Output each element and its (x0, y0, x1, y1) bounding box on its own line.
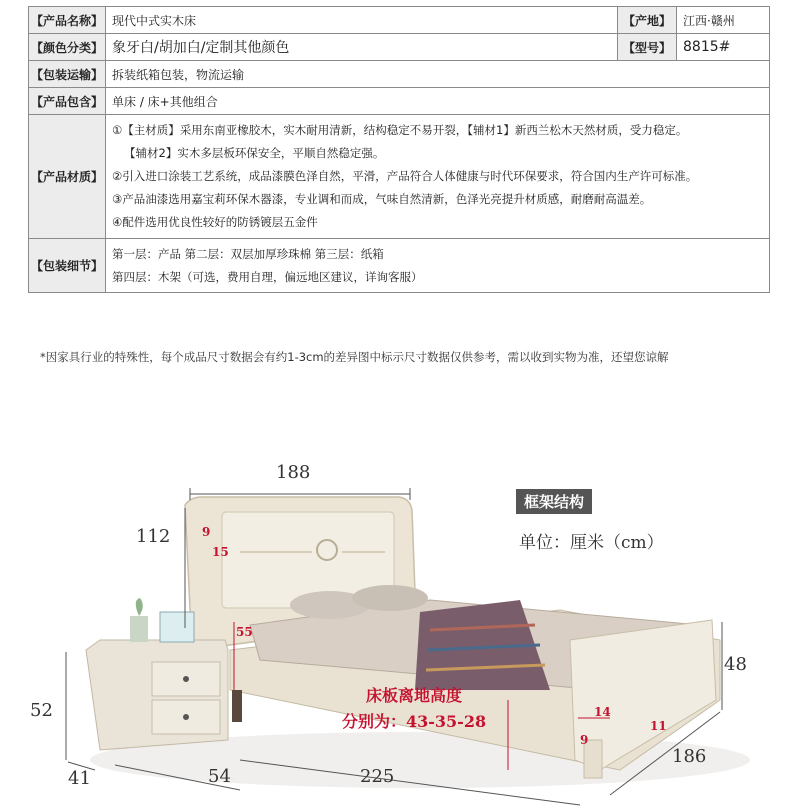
bed-dimension-diagram (0, 440, 790, 810)
detail-label: 【包装细节】 (29, 239, 106, 293)
photo-frame (160, 612, 194, 642)
unit-label: 单位：厘米（cm） (519, 533, 664, 553)
spec-row-detail (29, 239, 770, 293)
pack-label: 【包装运输】 (29, 61, 106, 88)
clearance-title: 床板离地高度 (366, 686, 463, 705)
bed-leg (232, 690, 242, 722)
material-line: ④配件选用优良性较好的防锈镀层五金件 (112, 215, 318, 229)
name-label: 【产品名称】 (29, 7, 106, 34)
size-disclaimer: *因家具行业的特殊性，每个成品尺寸数据会有约1-3cm的差异图中标示尺寸数据仅供参考，需以收到实物为准，还望您谅解 (40, 350, 669, 364)
detail-value (106, 239, 770, 293)
dim-foot-a: 14 (594, 705, 611, 719)
plant (136, 598, 143, 616)
dim-foot-b: 9 (580, 733, 589, 747)
material-line: 【辅材2】实木多层板环保安全，平顺自然稳定强。 (124, 146, 385, 160)
dim-bed-length: 225 (360, 766, 395, 787)
frame-structure-badge: 框架结构 (516, 489, 592, 514)
vase (130, 616, 148, 642)
dim-side-a: 9 (202, 525, 211, 539)
drawer-knob (183, 714, 189, 720)
model-value: 8815# (677, 34, 770, 61)
pack-value: 拆装纸箱包装，物流运输 (106, 61, 770, 88)
dim-foot-c: 11 (650, 719, 667, 733)
drawer-knob (183, 676, 189, 682)
material-line: ③产品油漆选用嘉宝莉环保木器漆，专业调和而成，气味自然清新，色泽光亮提升材质感，耐磨耐高温差。 (112, 192, 652, 206)
clearance-values: 分别为：43-35-28 (342, 712, 487, 731)
dim-rail-height: 55 (236, 625, 253, 639)
material-label: 【产品材质】 (29, 115, 106, 239)
spec-row-contains (29, 88, 770, 115)
name-value: 现代中式实木床 (106, 7, 618, 34)
spec-row-material (29, 115, 770, 239)
pillow (352, 585, 428, 611)
color-label: 【颜色分类】 (29, 34, 106, 61)
detail-line: 第四层：木架（可选，费用自理，偏远地区建议，详询客服） (112, 269, 423, 284)
contains-label: 【产品包含】 (29, 88, 106, 115)
spec-row-pack (29, 61, 770, 88)
dim-nightstand-height: 52 (30, 700, 53, 721)
spec-table (28, 6, 770, 293)
material-line: ②引入进口涂装工艺系统，成品漆膜色泽自然，平滑，产品符合人体健康与时代环保要求，符合国内生产许可标准。 (112, 169, 698, 183)
spec-row-name (29, 7, 770, 34)
material-line: ①【主材质】采用东南亚橡胶木，实木耐用清新，结构稳定不易开裂，【辅材1】新西兰松木天然材质，受力稳定。 (112, 123, 688, 137)
dim-nightstand-width: 54 (208, 766, 231, 787)
dim-footboard-height: 48 (724, 654, 747, 675)
dim-headboard-width: 188 (276, 462, 311, 483)
detail-line: 第一层：产品 第二层：双层加厚珍珠棉 第三层：纸箱 (112, 246, 384, 261)
color-value: 象牙白/胡加白/定制其他颜色 (106, 34, 618, 61)
dim-headboard-height: 112 (136, 526, 171, 547)
origin-value: 江西·赣州 (677, 7, 770, 34)
dim-bed-width: 186 (672, 746, 707, 767)
model-label: 【型号】 (618, 34, 677, 61)
material-value (106, 115, 770, 239)
spec-row-color (29, 34, 770, 61)
dim-side-b: 15 (212, 545, 229, 559)
origin-label: 【产地】 (618, 7, 677, 34)
contains-value: 单床 / 床+其他组合 (106, 88, 770, 115)
dim-nightstand-depth: 41 (68, 768, 91, 789)
